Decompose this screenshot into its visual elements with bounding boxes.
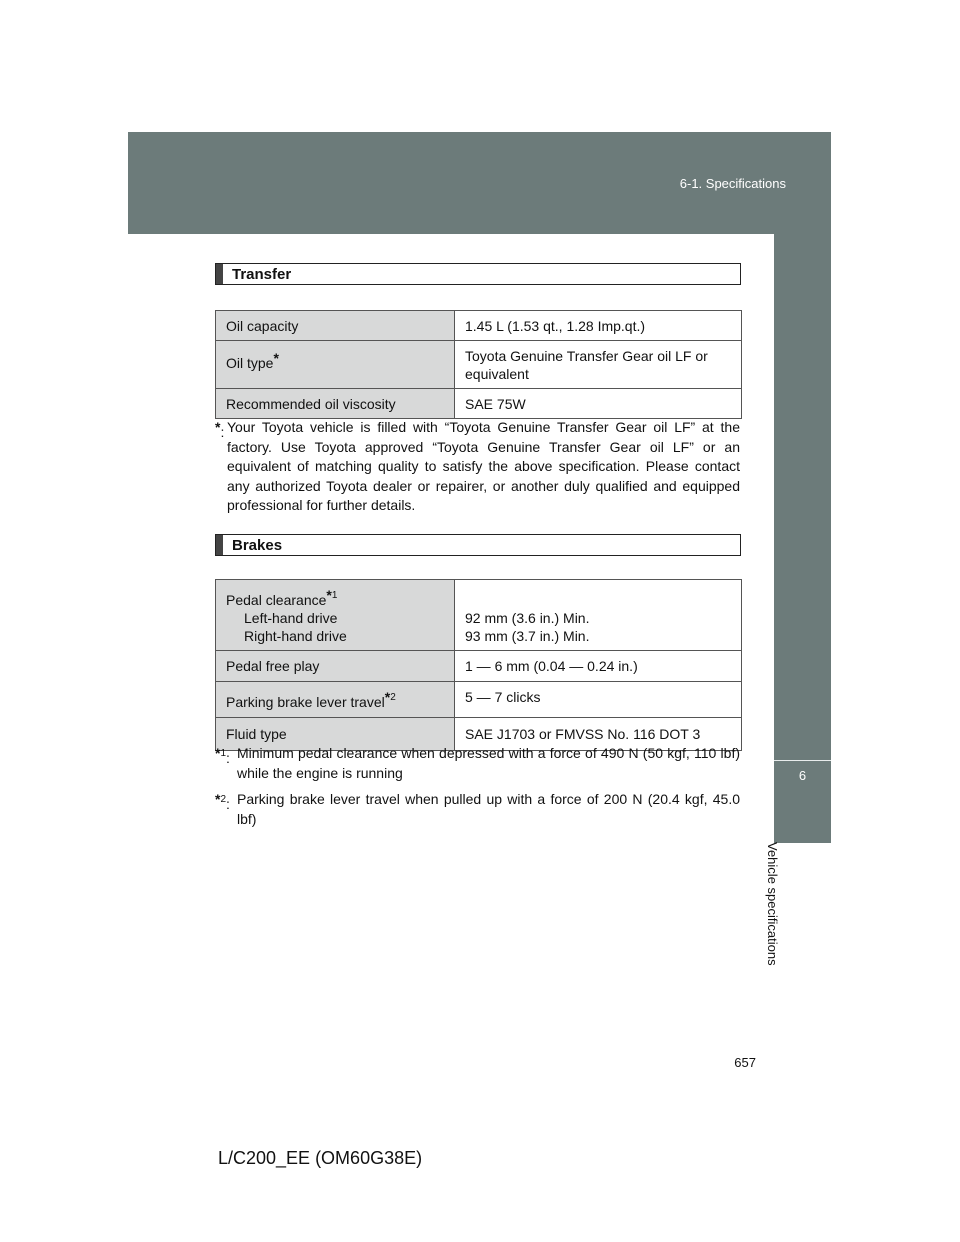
footnote-text: Parking brake lever travel when pulled up with a force of 200 N (20.4 kgf, 45.0 lbf)	[237, 791, 740, 827]
footnote-mark: *	[384, 689, 391, 705]
section-heading-transfer	[215, 263, 741, 285]
table-row	[216, 389, 742, 419]
rhd-label: Right-hand drive	[244, 628, 347, 644]
row-value: SAE J1703 or FMVSS No. 116 DOT 3	[455, 718, 742, 751]
chapter-tab-label: Vehicle specifications	[765, 842, 780, 966]
section-title: Brakes	[232, 537, 283, 554]
transfer-spec-table	[215, 310, 742, 419]
row-label: Recommended oil viscosity	[216, 389, 455, 419]
row-label: Parking brake lever travel$^{*2}$	[216, 682, 455, 718]
heading-accent-bar	[216, 535, 223, 555]
row-value: SAE 75W	[455, 389, 742, 419]
section-title: Transfer	[232, 266, 292, 283]
page-number: 657	[734, 1055, 756, 1070]
row-value: Toyota Genuine Transfer Gear oil LF or equivalent	[455, 341, 742, 389]
brakes-spec-table	[215, 579, 742, 751]
footnote-text: Minimum pedal clearance when depressed with a force of 490 N (50 kgf, 110 lbf) while the engine is running	[237, 745, 740, 781]
footnote-mark: *	[215, 745, 221, 761]
document-code: L/C200_EE (OM60G38E)	[218, 1148, 423, 1168]
header-band	[128, 132, 831, 234]
lhd-label: Left-hand drive	[244, 610, 338, 626]
row-value: 5 — 7 clicks	[455, 682, 742, 718]
footnote-mark: *	[273, 350, 279, 366]
footnote-mark: *	[215, 419, 221, 435]
footnote-text: Your Toyota vehicle is filled with “Toyota Genuine Transfer Gear oil LF” at the factory. Use Toyota approved “Toyota Genuine Transfer Gear oil LF” or an equivalent of matching quality to satisfy the above specification. Please contact any authorized Toyota dealer or repairer, or another duly qualified and equipped professional for further details.	[227, 419, 740, 513]
chapter-tab-divider	[774, 760, 831, 761]
table-row	[216, 580, 742, 651]
row-value: 1 — 6 mm (0.04 — 0.24 in.)	[455, 651, 742, 682]
row-value	[455, 580, 742, 651]
table-row	[216, 341, 742, 389]
row-label: Pedal clearance$^{*1}$ Left-hand drive Right-hand drive	[216, 580, 455, 651]
row-label: Fluid type	[216, 718, 455, 751]
section-heading-brakes	[215, 534, 741, 556]
row-value: 1.45 L (1.53 qt., 1.28 Imp.qt.)	[455, 311, 742, 341]
table-row	[216, 682, 742, 718]
chapter-tab	[774, 234, 831, 843]
row-label: Pedal free play	[216, 651, 455, 682]
header-section-title: 6-1. Specifications	[679, 176, 786, 191]
brakes-footnote-2: $^{*2}$: Parking brake lever travel when pulled up with a force of 200 N (20.4 kgf, 45.0 lbf)	[215, 790, 740, 829]
row-label: Oil capacity	[216, 311, 455, 341]
rhd-value: 93 mm (3.7 in.) Min.	[465, 628, 590, 644]
row-label: Oil type*	[216, 341, 455, 389]
footnote-mark: *	[215, 791, 221, 807]
table-row	[216, 651, 742, 682]
chapter-tab-number: 6	[798, 768, 807, 783]
brakes-footnote-1: $^{*1}$: Minimum pedal clearance when depressed with a force of 490 N (50 kgf, 110 lbf) while the engine is running	[215, 744, 740, 783]
footnote-mark: *	[326, 587, 332, 603]
transfer-footnote: *: Your Toyota vehicle is filled with “Toyota Genuine Transfer Gear oil LF” at the factory. Use Toyota approved “Toyota Genuine Transfer Gear oil LF” or an equivalent of matching quality to satisfy the above specification. Please contact any authorized Toyota dealer or repairer, or another duly qualified and equipped professional for further details.	[215, 418, 740, 516]
table-row	[216, 311, 742, 341]
lhd-value: 92 mm (3.6 in.) Min.	[465, 610, 590, 626]
heading-accent-bar	[216, 264, 223, 284]
